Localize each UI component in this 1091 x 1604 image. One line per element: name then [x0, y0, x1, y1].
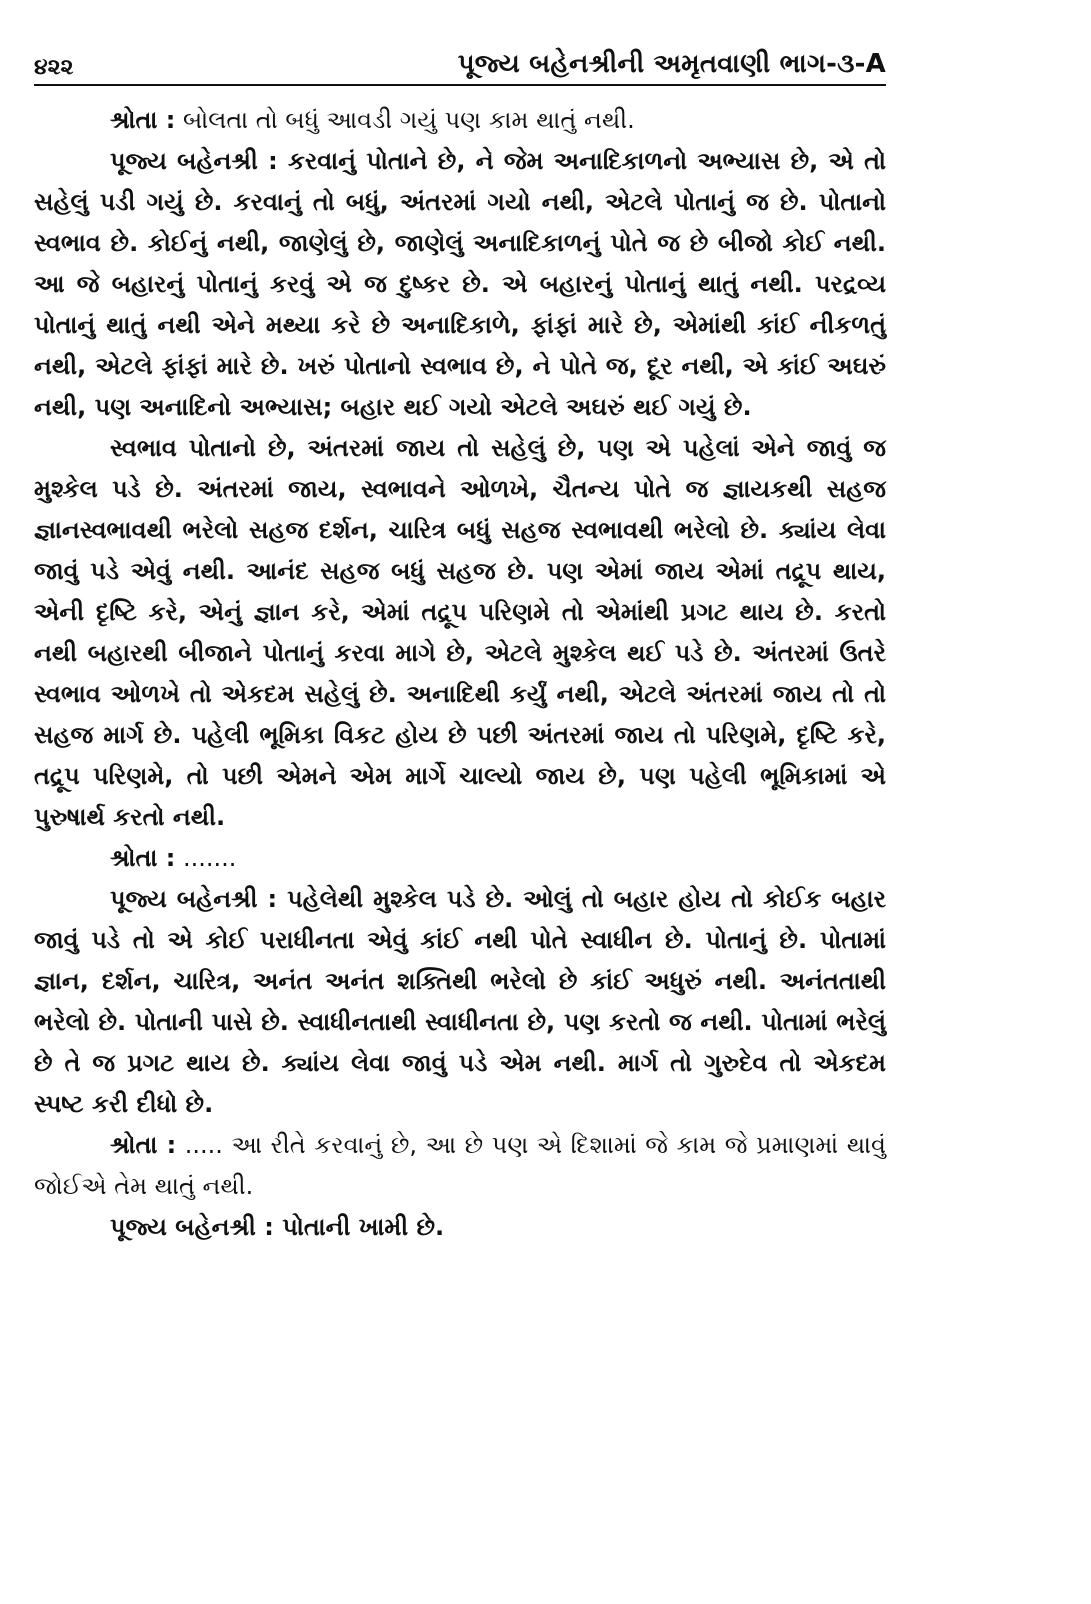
paragraph-continuation [34, 428, 886, 838]
paragraph-bahenshri-2 [34, 879, 886, 1125]
paragraph-text: પોતાની ખામી છે. [282, 1213, 445, 1241]
document-page [34, 40, 886, 1248]
paragraph-listener-2 [34, 838, 886, 879]
paragraph-text: પહેલેથી મુશ્કેલ પડે છે. ઓલું તો બહાર હોય તો કોઈક બહાર જાવું પડે તો એ કોઈ પરાધીનતા એવું કાંઈ નથી પોતે સ્વાધીન છે. પોતાનું છે. પોતામાં જ્ઞાન, દર્શન, ચારિત્ર, અનંત અનંત શક્તિથી ભરેલો છે કાંઈ અધુરું નથી. અનંતતાથી ભરેલો છે. પોતાની પાસે છે. સ્વાધીનતાથી સ્વાધીનતા છે, પણ કરતો જ નથી. પોતામાં ભરેલું છે તે જ પ્રગટ થાય છે. ક્યાંય લેવા જાવું પડે એમ નથી. માર્ગ તો ગુરુદેવ તો એકદમ સ્પષ્ટ કરી દીધો છે. [34, 885, 886, 1118]
speaker-label: શ્રોતા : [110, 844, 176, 872]
paragraph-bahenshri-3 [34, 1207, 886, 1248]
speaker-label: શ્રોતા : [110, 106, 176, 134]
running-title: પૂજ્ય બહેનશ્રીની અમૃતવાણી ભાગ-૩-A [457, 49, 886, 79]
paragraph-listener-3 [34, 1125, 886, 1207]
paragraph-text: ..... આ રીતે કરવાનું છે, આ છે પણ એ દિશામાં જે કામ જે પ્રમાણમાં થાવું જોઈએ તેમ થાતું નથી. [34, 1131, 886, 1200]
speaker-label: શ્રોતા : [110, 1131, 177, 1159]
paragraph-text: બોલતા તો બધું આવડી ગયું પણ કામ થાતું નથી. [182, 106, 635, 134]
speaker-label: પૂજ્ય બહેનશ્રી : [110, 885, 278, 913]
page-body [34, 100, 886, 1248]
paragraph-bahenshri-1 [34, 141, 886, 428]
page-number: ૪૨૨ [34, 55, 74, 80]
speaker-label: પૂજ્ય બહેનશ્રી : [110, 147, 278, 175]
paragraph-text: સ્વભાવ પોતાનો છે, અંતરમાં જાય તો સહેલું છે, પણ એ પહેલાં એને જાવું જ મુશ્કેલ પડે છે. અંતરમાં જાય, સ્વભાવને ઓળખે, ચૈતન્ય પોતે જ જ્ઞાયકથી સહજ જ્ઞાનસ્વભાવથી ભરેલો સહજ દર્શન, ચારિત્ર બધું સહજ સ્વભાવથી ભરેલો છે. ક્યાંય લેવા જાવું પડે એવું નથી. આનંદ સહજ બધું સહજ છે. પણ એમાં જાય એમાં તદ્રૂપ થાય, એની દૃષ્ટિ કરે, એનું જ્ઞાન કરે, એમાં તદ્રૂપ પરિણમે તો એમાંથી પ્રગટ થાય છે. કરતો નથી બહારથી બીજાને પોતાનું કરવા માગે છે, એટલે મુશ્કેલ થઈ પડે છે. અંતરમાં ઉતરે સ્વભાવ ઓળખે તો એકદમ સહેલું છે. અનાદિથી કર્યું નથી, એટલે અંતરમાં જાય તો તો સહજ માર્ગ છે. પહેલી ભૂમિકા વિકટ હોય છે પછી અંતરમાં જાય તો પરિણમે, દૃષ્ટિ કરે, તદ્રૂપ પરિણમે, તો પછી એમને એમ માર્ગે ચાલ્યો જાય છે, પણ પહેલી ભૂમિકામાં એ પુરુષાર્થ કરતો નથી. [34, 434, 886, 831]
paragraph-text: ....... [182, 844, 237, 872]
speaker-label: પૂજ્ય બહેનશ્રી : [110, 1213, 274, 1241]
paragraph-listener-1 [34, 100, 886, 141]
paragraph-text: કરવાનું પોતાને છે, ને જેમ અનાદિકાળનો અભ્યાસ છે, એ તો સહેલું પડી ગયું છે. કરવાનું તો બધું, અંતરમાં ગયો નથી, એટલે પોતાનું જ છે. પોતાનો સ્વભાવ છે. કોઈનું નથી, જાણેલું છે, જાણેલું અનાદિકાળનું પોતે જ છે બીજો કોઈ નથી. આ જે બહારનું પોતાનું કરવું એ જ દુષ્કર છે. એ બહારનું પોતાનું થાતું નથી. પરદ્રવ્ય પોતાનું થાતું નથી એને મથ્યા કરે છે અનાદિકાળે, ફાંફાં મારે છે, એમાંથી કાંઈ નીકળતું નથી, એટલે ફાંફાં મારે છે. ખરું પોતાનો સ્વભાવ છે, ને પોતે જ, દૂર નથી, એ કાંઈ અઘરું નથી, પણ અનાદિનો અભ્યાસ; બહાર થઈ ગયો એટલે અઘરું થઈ ગયું છે. [34, 147, 886, 421]
page-header [34, 40, 886, 86]
